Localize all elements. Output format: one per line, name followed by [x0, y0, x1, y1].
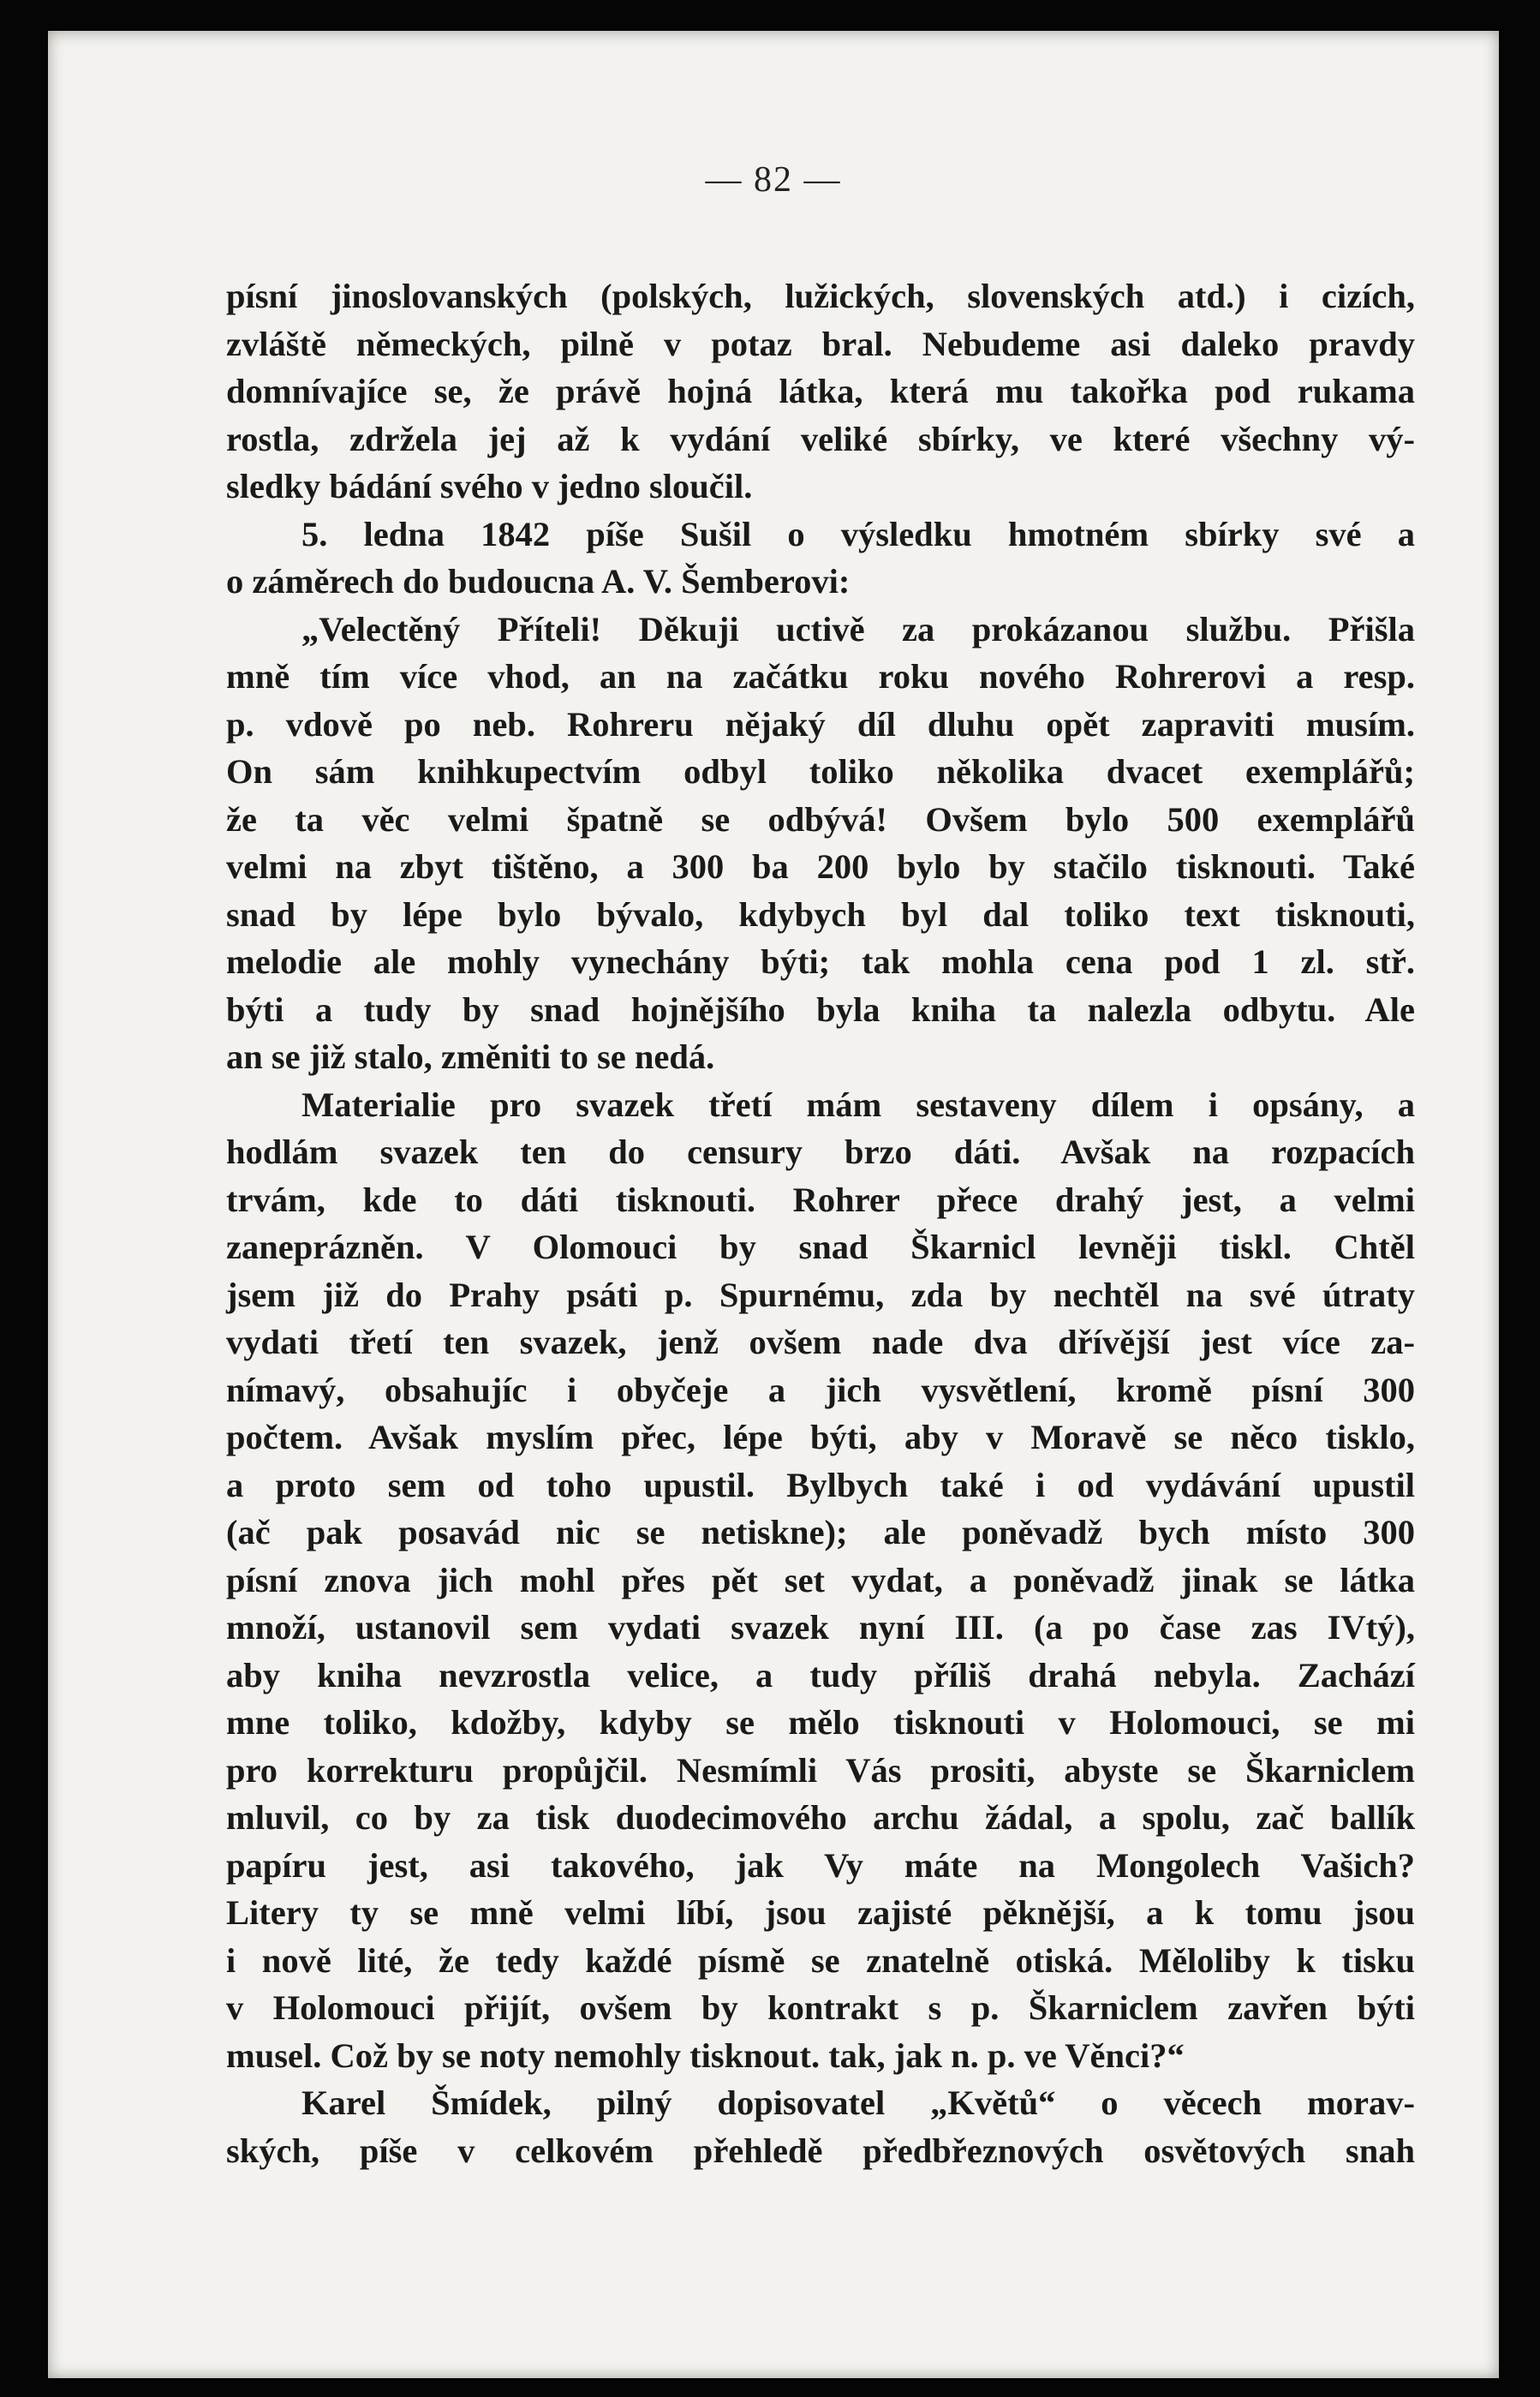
text-line: On sám knihkupectvím odbyl toliko několika dvacet exemplářů; [226, 752, 1415, 791]
text-line: p. vdově po neb. Rohreru nějaký díl dluhu opět zapraviti musím. [226, 704, 1415, 744]
text-line: ských, píše v celkovém přehledě předbřeznových osvětových snah [226, 2131, 1415, 2170]
text-line: hodlám svazek ten do censury brzo dáti. Avšak na rozpacích [226, 1133, 1415, 1171]
text-line: Materialie pro svazek třetí mám sestaveny dílem i opsány, a [301, 1085, 1415, 1124]
text-line: zvláště německých, pilně v potaz bral. Nebudeme asi daleko pravdy [226, 324, 1415, 363]
text-line: (ač pak posavád nic se netiskne); ale poněvadž bych místo 300 [226, 1513, 1415, 1551]
text-line: an se již stalo, změniti to se nedá. [226, 1037, 715, 1076]
text-line: písní jinoslovanských (polských, lužických, slovenských atd.) i cizích, [226, 277, 1415, 315]
text-line: domnívajíce se, že právě hojná látka, která mu takořka pod rukama [226, 372, 1415, 410]
text-line: musel. Což by se noty nemohly tisknout. tak, jak n. p. ve Věnci?“ [226, 2035, 1185, 2075]
text-line: že ta věc velmi špatně se odbývá! Ovšem bylo 500 exemplářů [226, 799, 1415, 839]
text-line: o záměrech do budoucna A. V. Šemberovi: [226, 562, 851, 601]
text-line: v Holomouci přijít, ovšem by kontrakt s p. Škarniclem zavřen býti [226, 1988, 1415, 2027]
text-line: vydati třetí ten svazek, jenž ovšem nade dva dřívější jest více za- [226, 1323, 1415, 1361]
text-line: jsem již do Prahy psáti p. Spurnému, zda by nechtěl na své útraty [226, 1275, 1415, 1314]
text-line: pro korrekturu propůjčil. Nesmímli Vás prositi, abyste se Škarniclem [226, 1750, 1415, 1790]
text-line: i nově lité, že tedy každé písmě se znatelně otiská. Měloliby k tisku [226, 1940, 1415, 1980]
text-line: aby kniha nevzrostla velice, a tudy příliš drahá nebyla. Zachází [226, 1655, 1415, 1695]
text-line: nímavý, obsahujíc i obyčeje a jich vysvětlení, kromě písní 300 [226, 1370, 1415, 1409]
page-number: — 82 — [705, 160, 842, 200]
body-text [226, 272, 1415, 2174]
text-line: Karel Šmídek, pilný dopisovatel „Květů“ o věcech morav- [301, 2083, 1415, 2122]
text-line: sledky bádání svého v jedno sloučil. [226, 467, 753, 505]
text-line: býti a tudy by snad hojnějšího byla kniha ta nalezla odbytu. Ale [226, 989, 1415, 1029]
text-line: melodie ale mohly vynechány býti; tak mohla cena pod 1 zl. stř. [226, 942, 1415, 981]
text-line: a proto sem od toho upustil. Bylbych také i od vydávání upustil [226, 1465, 1415, 1504]
text-line: velmi na zbyt tištěno, a 300 ba 200 bylo by stačilo tisknouti. Také [226, 847, 1415, 886]
text-line: mne toliko, kdožby, kdyby se mělo tisknouti v Holomouci, se mi [226, 1703, 1415, 1742]
book-page [48, 31, 1499, 2378]
text-line: mluvil, co by za tisk duodecimového archu žádal, a spolu, zač ballík [226, 1798, 1415, 1837]
text-line: Litery ty se mně velmi líbí, jsou zajisté pěknější, a k tomu jsou [226, 1893, 1415, 1932]
text-line: „Velectěný Příteli! Děkuji uctivě za prokázanou službu. Přišla [301, 609, 1415, 649]
text-line: 5. ledna 1842 píše Sušil o výsledku hmotném sbírky své a [301, 514, 1415, 553]
text-line: rostla, zdržela jej až k vydání veliké sbírky, ve které všechny vý- [226, 419, 1415, 458]
text-line: mně tím více vhod, an na začátku roku nového Rohrerovi a resp. [226, 657, 1415, 696]
text-line: trvám, kde to dáti tisknouti. Rohrer přece drahý jest, a velmi [226, 1180, 1415, 1219]
text-line: písní znova jich mohl přes pět set vydat, a poněvadž jinak se látka [226, 1560, 1415, 1599]
text-line: zaneprázněn. V Olomouci by snad Škarnicl levněji tiskl. Chtěl [226, 1228, 1415, 1266]
text-line: počtem. Avšak myslím přec, lépe býti, aby v Moravě se něco tisklo, [226, 1418, 1415, 1456]
text-line: snad by lépe bylo bývalo, kdybych byl dal toliko text tisknouti, [226, 894, 1415, 934]
text-line: papíru jest, asi takového, jak Vy máte na Mongolech Vašich? [226, 1845, 1415, 1885]
text-line: množí, ustanovil sem vydati svazek nyní III. (a po čase zas IVtý), [226, 1608, 1415, 1647]
